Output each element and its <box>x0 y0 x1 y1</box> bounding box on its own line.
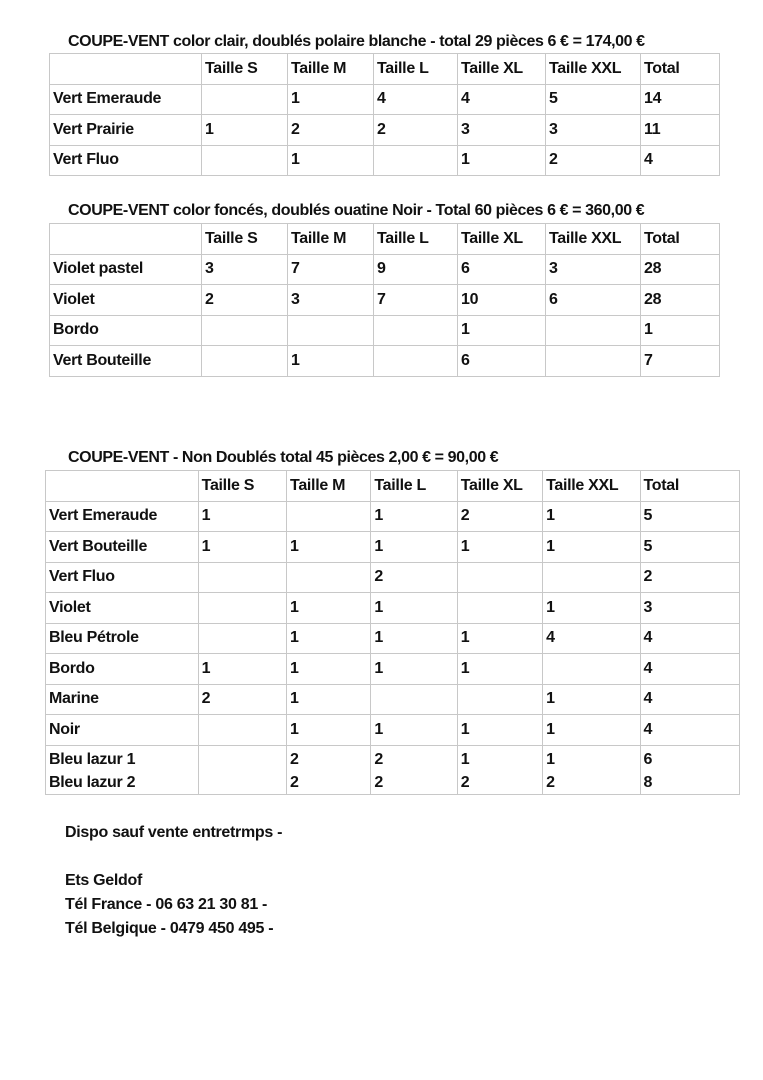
quantity-cell: 4 <box>374 84 458 115</box>
total-cell: 6 8 <box>640 745 739 794</box>
quantity-cell <box>543 562 640 593</box>
table-row <box>46 715 740 746</box>
total-cell: 5 <box>640 532 739 563</box>
color-name-cell: Bleu lazur 1 Bleu lazur 2 <box>46 745 199 794</box>
color-name-cell: Violet <box>46 593 199 624</box>
table-row <box>46 532 740 563</box>
quantity-cell <box>546 346 641 377</box>
header-corner-cell <box>50 54 202 85</box>
color-name-cell: Bleu Pétrole <box>46 623 199 654</box>
quantity-cell: 7 <box>288 254 374 285</box>
total-cell: 14 <box>641 84 720 115</box>
quantity-cell: 1 2 <box>457 745 542 794</box>
color-name-cell: Vert Fluo <box>46 562 199 593</box>
column-header: Taille L <box>374 224 458 255</box>
company-name: Ets Geldof <box>65 872 143 889</box>
total-cell: 4 <box>640 623 739 654</box>
color-name-cell: Bordo <box>50 315 202 346</box>
quantity-cell: 1 <box>371 532 457 563</box>
total-cell: 28 <box>641 285 720 316</box>
column-header: Taille XL <box>458 54 546 85</box>
total-cell: 4 <box>640 684 739 715</box>
quantity-cell <box>543 654 640 685</box>
quantity-cell: 1 <box>543 684 640 715</box>
availability-note: Dispo sauf vente entretrmps - <box>65 824 283 841</box>
quantity-cell: 2 <box>457 501 542 532</box>
quantity-cell <box>374 145 458 176</box>
total-cell: 1 <box>641 315 720 346</box>
quantity-cell: 1 <box>457 623 542 654</box>
color-name-cell: Vert Prairie <box>50 115 202 146</box>
table-row <box>46 562 740 593</box>
quantity-cell: 1 <box>287 654 371 685</box>
quantity-cell: 2 2 <box>371 745 457 794</box>
quantity-cell <box>202 346 288 377</box>
total-cell: 4 <box>640 715 739 746</box>
color-name-cell: Noir <box>46 715 199 746</box>
quantity-cell <box>457 684 542 715</box>
quantity-cell <box>287 562 371 593</box>
header-corner-cell <box>46 471 199 502</box>
table-row <box>46 593 740 624</box>
stock-table-1 <box>49 53 720 176</box>
column-header: Taille M <box>288 54 374 85</box>
column-header: Taille XXL <box>546 54 641 85</box>
column-header: Taille M <box>288 224 374 255</box>
quantity-cell: 3 <box>546 254 641 285</box>
quantity-cell: 3 <box>288 285 374 316</box>
color-name-cell: Bordo <box>46 654 199 685</box>
quantity-cell: 4 <box>458 84 546 115</box>
quantity-cell: 1 <box>288 84 374 115</box>
quantity-cell: 1 <box>202 115 288 146</box>
quantity-cell: 5 <box>546 84 641 115</box>
color-name-cell: Vert Bouteille <box>50 346 202 377</box>
column-header: Taille XXL <box>546 224 641 255</box>
table-row <box>46 684 740 715</box>
column-header: Total <box>641 224 720 255</box>
color-name-cell: Vert Emeraude <box>46 501 199 532</box>
quantity-cell <box>198 623 286 654</box>
quantity-cell: 1 <box>458 145 546 176</box>
table-row <box>50 315 720 346</box>
quantity-cell: 3 <box>546 115 641 146</box>
quantity-cell: 1 <box>371 623 457 654</box>
quantity-cell: 1 <box>543 593 640 624</box>
header-corner-cell <box>50 224 202 255</box>
section-title-1: COUPE-VENT color clair, doublés polaire blanche - total 29 pièces 6 € = 174,00 € <box>68 33 645 50</box>
table-row <box>46 623 740 654</box>
quantity-cell: 1 <box>371 593 457 624</box>
quantity-cell: 2 2 <box>287 745 371 794</box>
quantity-cell: 2 <box>198 684 286 715</box>
quantity-cell <box>198 562 286 593</box>
color-name-cell: Vert Emeraude <box>50 84 202 115</box>
section-title-3: COUPE-VENT - Non Doublés total 45 pièces 2,00 € = 90,00 € <box>68 449 499 466</box>
quantity-cell: 3 <box>458 115 546 146</box>
table-row <box>50 285 720 316</box>
color-name-cell: Vert Fluo <box>50 145 202 176</box>
table-row <box>46 745 740 794</box>
color-name-cell: Vert Bouteille <box>46 532 199 563</box>
quantity-cell: 6 <box>458 254 546 285</box>
table-row <box>50 254 720 285</box>
quantity-cell: 2 <box>374 115 458 146</box>
table-row <box>46 654 740 685</box>
quantity-cell: 1 <box>288 145 374 176</box>
table-row <box>50 84 720 115</box>
total-cell: 4 <box>640 654 739 685</box>
color-name-cell: Violet pastel <box>50 254 202 285</box>
quantity-cell: 2 <box>371 562 457 593</box>
quantity-cell: 1 <box>287 593 371 624</box>
quantity-cell: 1 <box>287 684 371 715</box>
quantity-cell: 1 <box>543 501 640 532</box>
quantity-cell: 1 <box>198 501 286 532</box>
quantity-cell <box>202 315 288 346</box>
quantity-cell <box>198 593 286 624</box>
total-cell: 7 <box>641 346 720 377</box>
quantity-cell <box>288 315 374 346</box>
table-header-row <box>50 54 720 85</box>
column-header: Total <box>640 471 739 502</box>
quantity-cell: 1 <box>543 532 640 563</box>
quantity-cell <box>198 745 286 794</box>
color-name-cell: Violet <box>50 285 202 316</box>
quantity-cell: 1 <box>457 532 542 563</box>
quantity-cell <box>202 84 288 115</box>
quantity-cell <box>374 315 458 346</box>
quantity-cell: 2 <box>546 145 641 176</box>
total-cell: 2 <box>640 562 739 593</box>
table-row <box>50 115 720 146</box>
quantity-cell: 1 <box>543 715 640 746</box>
total-cell: 5 <box>640 501 739 532</box>
quantity-cell: 1 <box>457 715 542 746</box>
quantity-cell: 1 <box>287 623 371 654</box>
column-header: Total <box>641 54 720 85</box>
quantity-cell: 9 <box>374 254 458 285</box>
table-row <box>50 145 720 176</box>
column-header: Taille XXL <box>543 471 640 502</box>
total-cell: 3 <box>640 593 739 624</box>
quantity-cell: 2 <box>288 115 374 146</box>
table-row <box>46 501 740 532</box>
quantity-cell: 6 <box>546 285 641 316</box>
quantity-cell: 1 <box>457 654 542 685</box>
table-header-row <box>46 471 740 502</box>
column-header: Taille XL <box>458 224 546 255</box>
column-header: Taille L <box>374 54 458 85</box>
quantity-cell: 1 <box>458 315 546 346</box>
phone-france: Tél France - 06 63 21 30 81 - <box>65 896 268 913</box>
column-header: Taille S <box>198 471 286 502</box>
quantity-cell: 2 <box>202 285 288 316</box>
quantity-cell: 7 <box>374 285 458 316</box>
stock-table-2 <box>49 223 720 377</box>
quantity-cell: 1 <box>287 532 371 563</box>
quantity-cell <box>457 593 542 624</box>
quantity-cell: 1 <box>371 654 457 685</box>
quantity-cell <box>374 346 458 377</box>
quantity-cell <box>287 501 371 532</box>
table-row <box>50 346 720 377</box>
table-header-row <box>50 224 720 255</box>
column-header: Taille L <box>371 471 457 502</box>
total-cell: 4 <box>641 145 720 176</box>
quantity-cell: 10 <box>458 285 546 316</box>
quantity-cell <box>198 715 286 746</box>
section-title-2: COUPE-VENT color foncés, doublés ouatine Noir - Total 60 pièces 6 € = 360,00 € <box>68 202 645 219</box>
quantity-cell: 1 <box>288 346 374 377</box>
column-header: Taille S <box>202 224 288 255</box>
quantity-cell <box>202 145 288 176</box>
phone-belgium: Tél Belgique - 0479 450 495 - <box>65 920 274 937</box>
total-cell: 11 <box>641 115 720 146</box>
quantity-cell: 1 <box>371 715 457 746</box>
quantity-cell: 1 <box>198 532 286 563</box>
color-name-cell: Marine <box>46 684 199 715</box>
quantity-cell <box>457 562 542 593</box>
quantity-cell: 1 2 <box>543 745 640 794</box>
quantity-cell <box>546 315 641 346</box>
quantity-cell: 1 <box>371 501 457 532</box>
column-header: Taille M <box>287 471 371 502</box>
total-cell: 28 <box>641 254 720 285</box>
column-header: Taille S <box>202 54 288 85</box>
quantity-cell: 6 <box>458 346 546 377</box>
stock-table-3 <box>45 470 740 795</box>
quantity-cell: 3 <box>202 254 288 285</box>
quantity-cell: 1 <box>198 654 286 685</box>
quantity-cell: 1 <box>287 715 371 746</box>
quantity-cell <box>371 684 457 715</box>
column-header: Taille XL <box>457 471 542 502</box>
quantity-cell: 4 <box>543 623 640 654</box>
